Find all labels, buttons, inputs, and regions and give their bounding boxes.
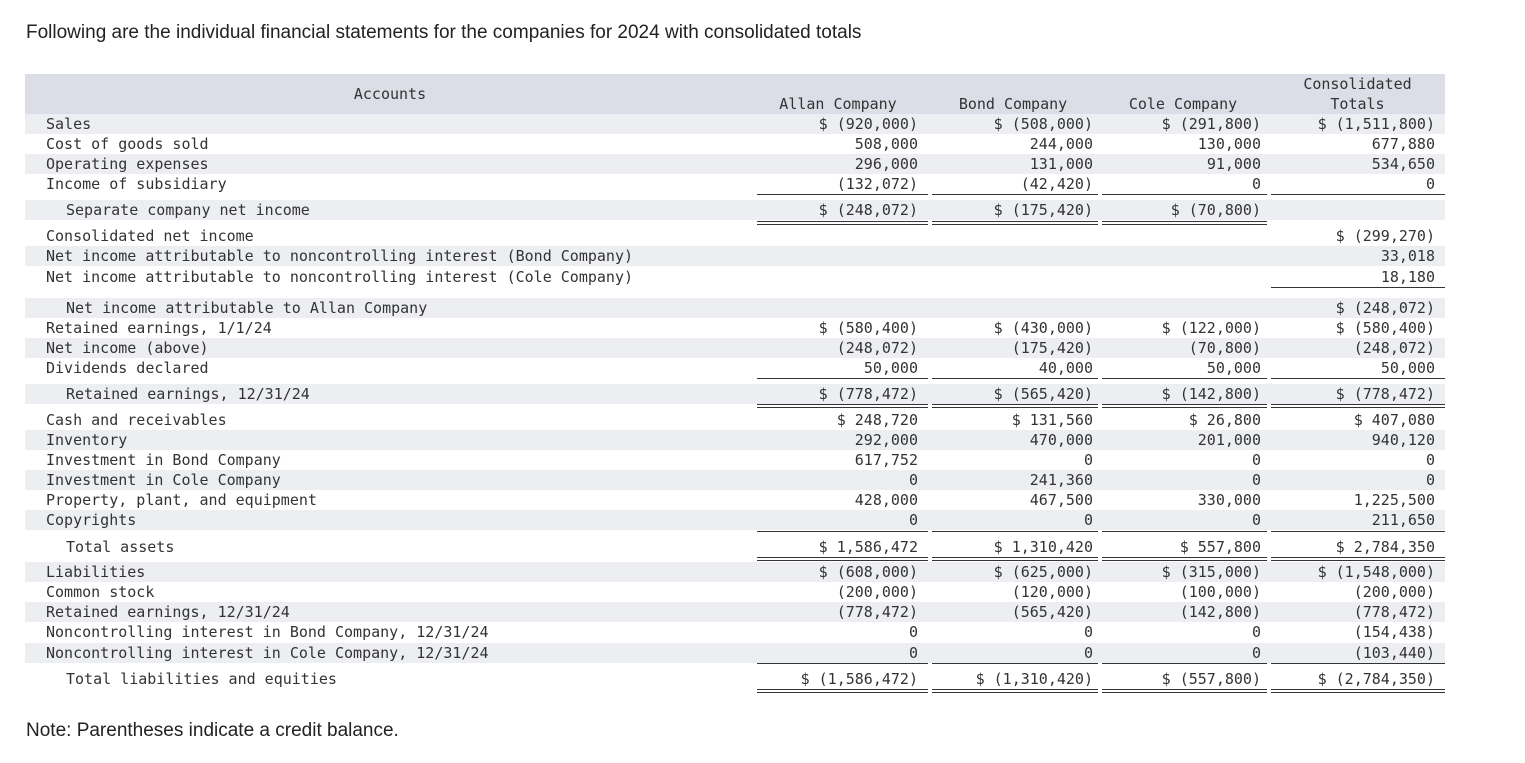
cell-value: 0 [1083,623,1093,641]
cell-value: $ 1,586,472 [818,538,918,556]
cell-value: 0 [1251,623,1261,641]
row-label: Cost of goods sold [46,135,209,153]
cell-value: 0 [1425,471,1435,489]
row-label: Property, plant, and equipment [46,491,317,509]
cell-value: $ (608,000) [818,563,918,581]
cell-value: 0 [1425,451,1435,469]
cell-value: (132,072) [836,175,918,193]
cell-value: (778,472) [1353,603,1435,621]
cell-value: 0 [1251,471,1261,489]
cell-value: 1,225,500 [1353,491,1435,509]
cell-value: $ (291,800) [1161,115,1261,133]
double-underline [1271,404,1445,408]
row-label: Separate company net income [66,201,310,219]
cell-value: $ (1,511,800) [1317,115,1435,133]
header-allan-company: Allan Company [779,95,897,113]
cell-value: $ (778,472) [818,385,918,403]
cell-value: $ (2,784,350) [1317,670,1435,688]
single-underline [1102,194,1267,195]
double-underline [757,221,928,225]
cell-value: 508,000 [854,135,918,153]
cell-value: $ 248,720 [836,411,918,429]
row-label: Dividends declared [46,359,209,377]
cell-value: $ 407,080 [1353,411,1435,429]
cell-value: $ (920,000) [818,115,918,133]
cell-value: (248,072) [836,339,918,357]
row-label: Net income attributable to Allan Company [66,299,428,317]
double-underline [1102,221,1267,225]
cell-value: $ (625,000) [993,563,1093,581]
single-underline [1102,378,1267,379]
row-label: Net income attributable to noncontrolling interest (Cole Company) [46,268,633,286]
cell-value: 50,000 [1380,359,1435,377]
row-label: Operating expenses [46,155,209,173]
cell-value: $ (580,400) [818,319,918,337]
row-label: Total assets [66,538,175,556]
cell-value: 0 [1083,644,1093,662]
cell-value: 131,000 [1029,155,1093,173]
cell-value: 0 [908,511,918,529]
double-underline [932,404,1098,408]
cell-value: 0 [1425,175,1435,193]
cell-value: 617,752 [854,451,918,469]
row-label: Retained earnings, 12/31/24 [46,603,290,621]
intro-text: Following are the individual financial statements for the companies for 2024 with consolidated totals [26,22,862,43]
cell-value: 241,360 [1029,471,1093,489]
cell-value: $ (175,420) [993,201,1093,219]
cell-value: 470,000 [1029,431,1093,449]
cell-value: (120,000) [1011,583,1093,601]
row-label: Common stock [46,583,155,601]
cell-value: $ (70,800) [1170,201,1261,219]
cell-value: 130,000 [1197,135,1261,153]
single-underline [1271,194,1445,195]
cell-value: 0 [908,623,918,641]
row-label: Retained earnings, 1/1/24 [46,319,272,337]
cell-value: $ (557,800) [1161,670,1261,688]
cell-value: 296,000 [854,155,918,173]
cell-value: $ (508,000) [993,115,1093,133]
double-underline [1102,557,1267,561]
cell-value: 0 [908,471,918,489]
cell-value: $ (248,072) [818,201,918,219]
double-underline [932,557,1098,561]
cell-value: 292,000 [854,431,918,449]
cell-value: 201,000 [1197,431,1261,449]
row-label: Sales [46,115,92,133]
cell-value: $ (430,000) [993,319,1093,337]
cell-value: 940,120 [1371,431,1435,449]
cell-value: $ (580,400) [1335,319,1435,337]
cell-value: (200,000) [836,583,918,601]
cell-value: 50,000 [863,359,918,377]
single-underline [757,378,928,379]
cell-value: (42,420) [1020,175,1093,193]
cell-value: (248,072) [1353,339,1435,357]
single-underline [1271,287,1445,288]
double-underline [1271,557,1445,561]
cell-value: (103,440) [1353,644,1435,662]
cell-value: 0 [1083,451,1093,469]
cell-value: 91,000 [1206,155,1261,173]
double-underline [757,404,928,408]
single-underline [932,194,1098,195]
single-underline [932,663,1098,664]
cell-value: 0 [1251,511,1261,529]
double-underline [1102,404,1267,408]
cell-value: $ (1,586,472) [800,670,918,688]
cell-value: 40,000 [1038,359,1093,377]
row-label: Net income (above) [46,339,209,357]
single-underline [1271,378,1445,379]
cell-value: 18,180 [1380,268,1435,286]
cell-value: 0 [1251,644,1261,662]
single-underline [757,663,928,664]
cell-value: $ 1,310,420 [993,538,1093,556]
single-underline [1271,663,1445,664]
cell-value: 0 [1251,175,1261,193]
header-cole-company: Cole Company [1128,95,1238,113]
single-underline [932,378,1098,379]
cell-value: $ 131,560 [1011,411,1093,429]
cell-value: $ (1,548,000) [1317,563,1435,581]
single-underline [932,531,1098,532]
cell-value: $ (142,800) [1161,385,1261,403]
cell-value: (70,800) [1188,339,1261,357]
cell-value: 330,000 [1197,491,1261,509]
double-underline [932,221,1098,225]
row-label: Net income attributable to noncontrolling interest (Bond Company) [46,247,633,265]
cell-value: 0 [1251,451,1261,469]
single-underline [757,531,928,532]
cell-value: (200,000) [1353,583,1435,601]
row-label: Inventory [46,431,128,449]
row-label: Copyrights [46,511,137,529]
cell-value: $ 557,800 [1179,538,1261,556]
row-label: Noncontrolling interest in Cole Company, 12/31/24 [46,644,489,662]
single-underline [757,194,928,195]
cell-value: 33,018 [1380,247,1435,265]
header-accounts: Accounts [353,85,427,103]
cell-value: 534,650 [1371,155,1435,173]
cell-value: 677,880 [1371,135,1435,153]
cell-value: (142,800) [1179,603,1261,621]
row-label: Noncontrolling interest in Bond Company, 12/31/24 [46,623,489,641]
row-label: Income of subsidiary [46,175,227,193]
single-underline [1271,531,1445,532]
cell-value: $ (315,000) [1161,563,1261,581]
cell-value: 428,000 [854,491,918,509]
row-label: Investment in Cole Company [46,471,281,489]
row-label: Retained earnings, 12/31/24 [66,385,310,403]
single-underline [1102,663,1267,664]
cell-value: $ 2,784,350 [1335,538,1435,556]
cell-value: $ (1,310,420) [975,670,1093,688]
header-consolidated-line2: Totals [1330,95,1385,113]
row-label: Investment in Bond Company [46,451,281,469]
cell-value: 0 [908,644,918,662]
cell-value: (100,000) [1179,583,1261,601]
double-underline [1271,689,1445,693]
cell-value: 211,650 [1371,511,1435,529]
row-label: Cash and receivables [46,411,227,429]
cell-value: (154,438) [1353,623,1435,641]
financial-statements-table [25,74,1445,694]
cell-value: (778,472) [836,603,918,621]
cell-value: $ (122,000) [1161,319,1261,337]
note-text: Note: Parentheses indicate a credit balance. [26,720,399,741]
cell-value: 467,500 [1029,491,1093,509]
double-underline [932,689,1098,693]
single-underline [1102,531,1267,532]
row-label: Consolidated net income [46,227,254,245]
row-label: Liabilities [46,563,146,581]
cell-value: 50,000 [1206,359,1261,377]
cell-value: (565,420) [1011,603,1093,621]
row-label: Total liabilities and equities [66,670,337,688]
cell-value: $ (299,270) [1335,227,1435,245]
double-underline [1102,689,1267,693]
cell-value: 244,000 [1029,135,1093,153]
double-underline [757,689,928,693]
cell-value: $ 26,800 [1188,411,1261,429]
cell-value: $ (248,072) [1335,299,1435,317]
double-underline [757,557,928,561]
cell-value: 0 [1083,511,1093,529]
cell-value: $ (565,420) [993,385,1093,403]
header-bond-company: Bond Company [958,95,1068,113]
header-consolidated-line1: Consolidated [1303,75,1412,93]
cell-value: (175,420) [1011,339,1093,357]
cell-value: $ (778,472) [1335,385,1435,403]
